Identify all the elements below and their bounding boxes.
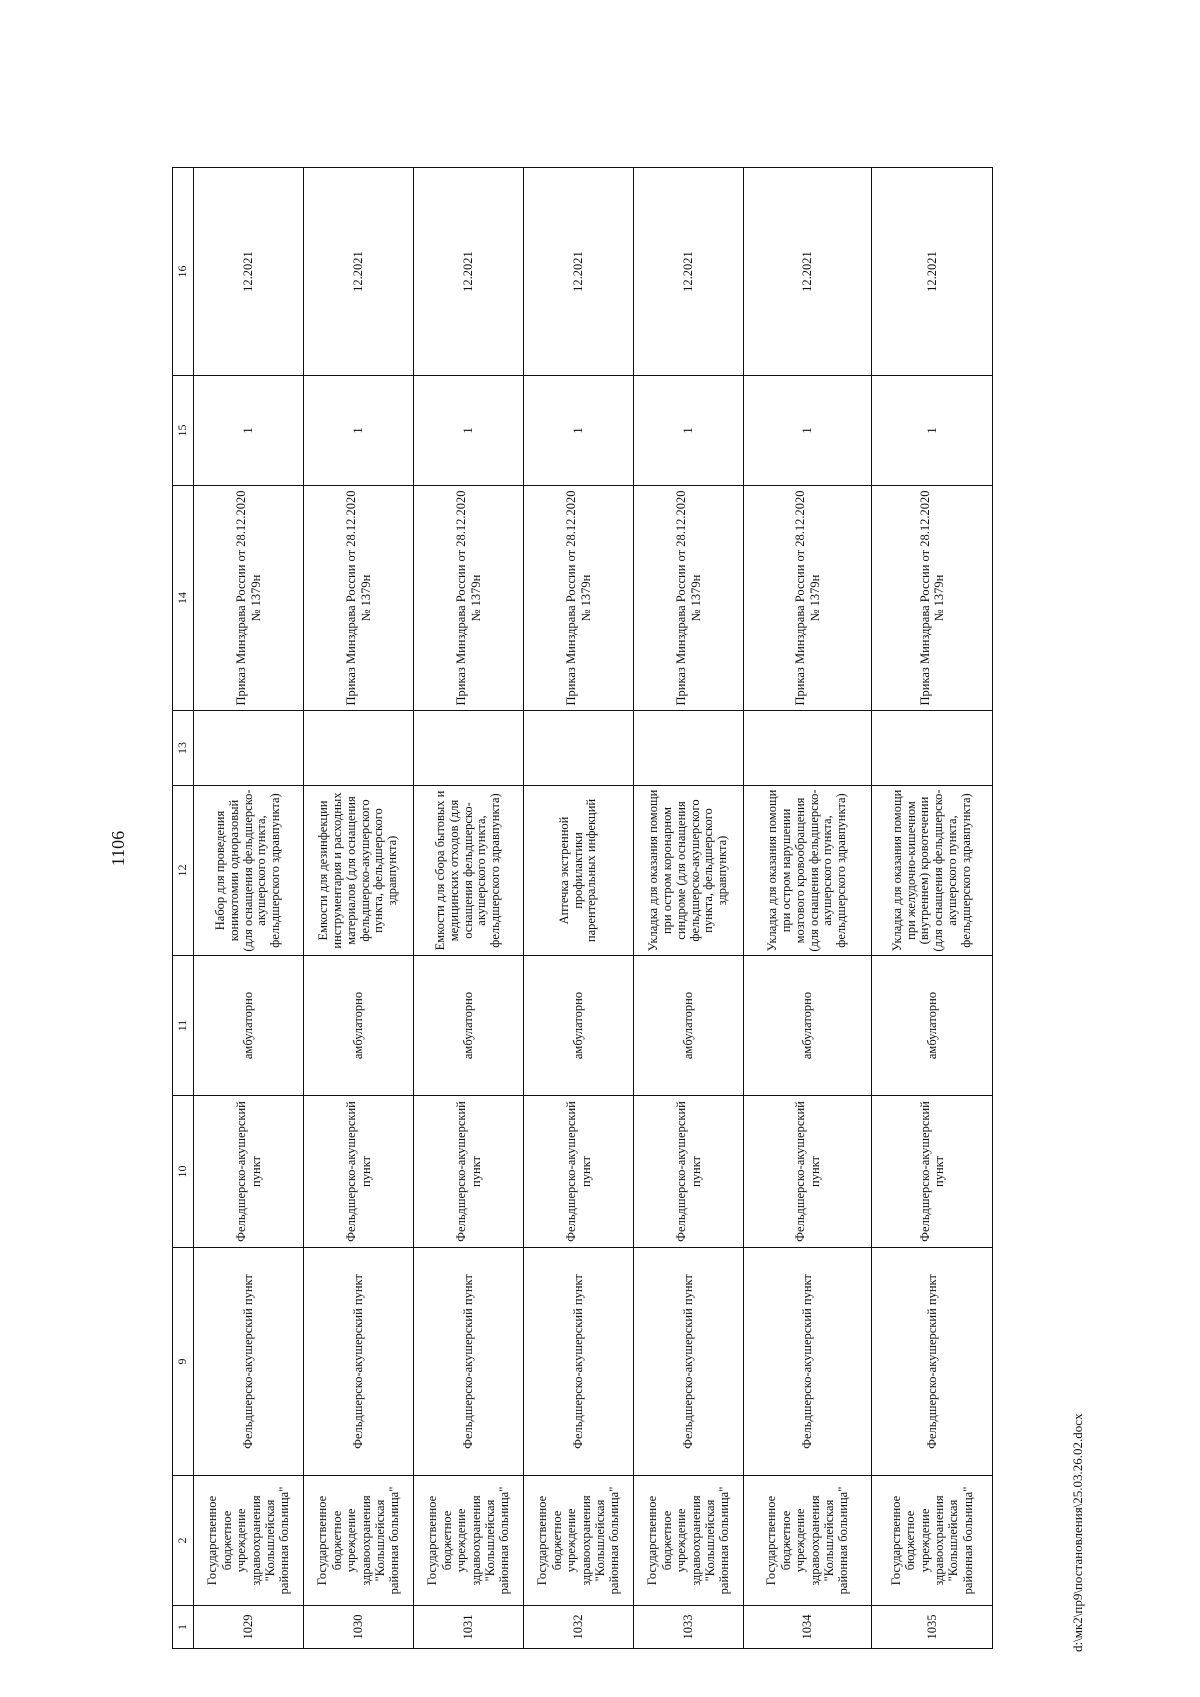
subunit-cell: Фельдшерско-акушерский пункт — [872, 1096, 993, 1248]
column-number: 10 — [173, 1096, 194, 1248]
column-number: 2 — [173, 1476, 194, 1606]
table-row — [872, 168, 993, 1649]
empty-cell — [634, 711, 744, 786]
order-cell: Приказ Минздрава России от 28.12.2020 № 1379н — [872, 486, 993, 711]
page-number: 1106 — [108, 830, 128, 867]
subunit-cell: Фельдшерско-акушерский пункт — [414, 1096, 524, 1248]
column-number: 12 — [173, 786, 194, 956]
order-cell: Приказ Минздрава России от 28.12.2020 № 1379н — [744, 486, 872, 711]
quantity-cell: 1 — [744, 376, 872, 486]
care-type-cell: амбулаторно — [194, 956, 304, 1096]
quantity-cell: 1 — [634, 376, 744, 486]
column-number: 15 — [173, 376, 194, 486]
equipment-cell: Емкости для сбора бытовых и медицинских отходов (для оснащения фельдшерско-акушерского пункта, фельдшерского здравпункта) — [414, 786, 524, 956]
equipment-cell: Укладка для оказания помощи при остром коронарном синдроме (для оснащения фельдшерско-акушерского пункта, фельдшерского здравпункта) — [634, 786, 744, 956]
institution-cell: Государственное бюджетное учреждение здравоохранения "Кольшлейская районная больница" — [744, 1476, 872, 1606]
column-number: 9 — [173, 1248, 194, 1476]
care-type-cell: амбулаторно — [634, 956, 744, 1096]
empty-cell — [194, 711, 304, 786]
empty-cell — [304, 711, 414, 786]
order-cell: Приказ Минздрава России от 28.12.2020 № 1379н — [304, 486, 414, 711]
equipment-cell: Емкости для дезинфекции инструментария и расходных материалов (для оснащения фельдшерско-акушерского пункта, фельдшерского здравпункта) — [304, 786, 414, 956]
order-cell: Приказ Минздрава России от 28.12.2020 № 1379н — [524, 486, 634, 711]
order-cell: Приказ Минздрава России от 28.12.2020 № 1379н — [634, 486, 744, 711]
date-cell: 12.2021 — [524, 168, 634, 376]
table-row — [304, 168, 414, 1649]
order-cell: Приказ Минздрава России от 28.12.2020 № 1379н — [194, 486, 304, 711]
column-number: 14 — [173, 486, 194, 711]
row-number: 1029 — [194, 1606, 304, 1649]
order-cell: Приказ Минздрава России от 28.12.2020 № 1379н — [414, 486, 524, 711]
subunit-cell: Фельдшерско-акушерский пункт — [304, 1096, 414, 1248]
subunit-cell: Фельдшерско-акушерский пункт — [524, 1096, 634, 1248]
subunit-cell: Фельдшерско-акушерский пункт — [744, 1096, 872, 1248]
column-number: 11 — [173, 956, 194, 1096]
empty-cell — [414, 711, 524, 786]
column-number: 16 — [173, 168, 194, 376]
quantity-cell: 1 — [194, 376, 304, 486]
institution-cell: Государственное бюджетное учреждение здравоохранения "Кольшлейская районная больница" — [414, 1476, 524, 1606]
row-number: 1030 — [304, 1606, 414, 1649]
equipment-cell: Укладка для оказания помощи при желудочно-кишечном (внутреннем) кровотечении (для оснащения фельдшерско-акушерского пункта, фельдшерского здравпункта) — [872, 786, 993, 956]
equipment-cell: Аптечка экстренной профилактики парентеральных инфекций — [524, 786, 634, 956]
column-number-row — [173, 168, 194, 1649]
date-cell: 12.2021 — [194, 168, 304, 376]
empty-cell — [524, 711, 634, 786]
unit-cell: Фельдшерско-акушерский пункт — [744, 1248, 872, 1476]
date-cell: 12.2021 — [634, 168, 744, 376]
quantity-cell: 1 — [872, 376, 993, 486]
footer-file-path: d:\мк2\пр9\постановления\25.03.26.02.docx — [1070, 1413, 1085, 1652]
unit-cell: Фельдшерско-акушерский пункт — [414, 1248, 524, 1476]
table-row — [414, 168, 524, 1649]
date-cell: 12.2021 — [872, 168, 993, 376]
row-number: 1032 — [524, 1606, 634, 1649]
unit-cell: Фельдшерско-акушерский пункт — [634, 1248, 744, 1476]
unit-cell: Фельдшерско-акушерский пункт — [304, 1248, 414, 1476]
table-row — [634, 168, 744, 1649]
institution-cell: Государственное бюджетное учреждение здравоохранения "Кольшлейская районная больница" — [872, 1476, 993, 1606]
date-cell: 12.2021 — [304, 168, 414, 376]
equipment-cell: Укладка для оказания помощи при остром нарушении мозгового кровообращения (для оснащения фельдшерско-акушерского пункта, фельдшерского здравпункта) — [744, 786, 872, 956]
equipment-cell: Набор для проведения коникотомии одноразовый (для оснащения фельдшерско-акушерского пункта, фельдшерского здравпункта) — [194, 786, 304, 956]
date-cell: 12.2021 — [744, 168, 872, 376]
institution-cell: Государственное бюджетное учреждение здравоохранения "Кольшлейская районная больница" — [304, 1476, 414, 1606]
table-row — [744, 168, 872, 1649]
subunit-cell: Фельдшерско-акушерский пункт — [194, 1096, 304, 1248]
date-cell: 12.2021 — [414, 168, 524, 376]
equipment-table — [172, 167, 993, 1649]
subunit-cell: Фельдшерско-акушерский пункт — [634, 1096, 744, 1248]
institution-cell: Государственное бюджетное учреждение здравоохранения "Кольшлейская районная больница" — [634, 1476, 744, 1606]
row-number: 1035 — [872, 1606, 993, 1649]
unit-cell: Фельдшерско-акушерский пункт — [194, 1248, 304, 1476]
care-type-cell: амбулаторно — [524, 956, 634, 1096]
care-type-cell: амбулаторно — [744, 956, 872, 1096]
care-type-cell: амбулаторно — [872, 956, 993, 1096]
column-number: 1 — [173, 1606, 194, 1649]
column-number: 13 — [173, 711, 194, 786]
quantity-cell: 1 — [304, 376, 414, 486]
empty-cell — [744, 711, 872, 786]
table-row — [524, 168, 634, 1649]
quantity-cell: 1 — [524, 376, 634, 486]
institution-cell: Государственное бюджетное учреждение здравоохранения "Кольшлейская районная больница" — [194, 1476, 304, 1606]
unit-cell: Фельдшерско-акушерский пункт — [872, 1248, 993, 1476]
care-type-cell: амбулаторно — [414, 956, 524, 1096]
quantity-cell: 1 — [414, 376, 524, 486]
row-number: 1034 — [744, 1606, 872, 1649]
row-number: 1031 — [414, 1606, 524, 1649]
empty-cell — [872, 711, 993, 786]
unit-cell: Фельдшерско-акушерский пункт — [524, 1248, 634, 1476]
table-row — [194, 168, 304, 1649]
care-type-cell: амбулаторно — [304, 956, 414, 1096]
institution-cell: Государственное бюджетное учреждение здравоохранения "Кольшлейская районная больница" — [524, 1476, 634, 1606]
row-number: 1033 — [634, 1606, 744, 1649]
